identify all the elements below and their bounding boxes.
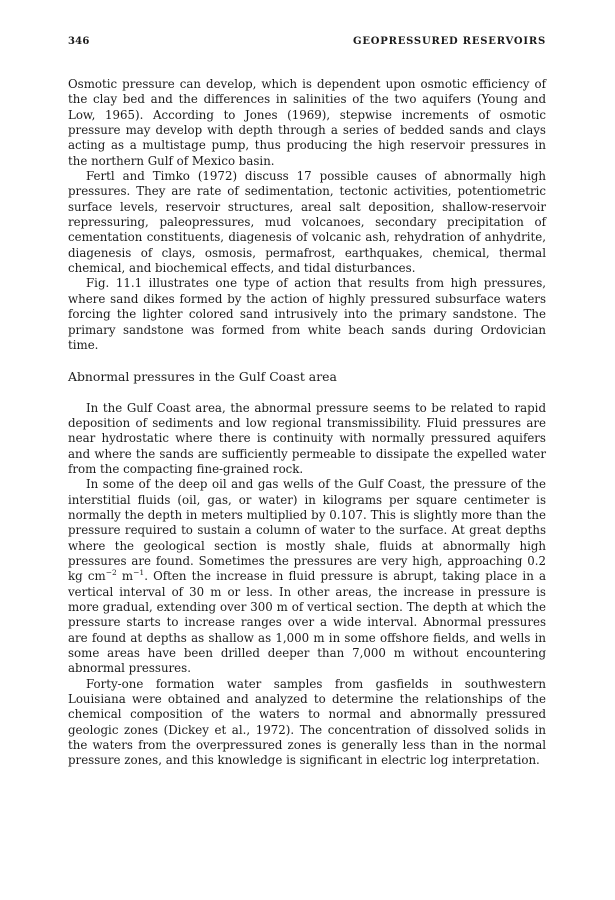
page-body [68,77,546,769]
paragraph-osmotic-pressure: Osmotic pressure can develop, which is dependent upon osmotic efficiency of the clay bed and the differences in salinities of the two aquifers (Young and Low, 1965). According to Jones (1969), stepwise increments of osmotic pressure may develop with depth through a series of bedded sands and clays acting as a multistage pump, thus producing the high reservoir pressures in the northern Gulf of Mexico basin. [68,77,546,168]
running-title: GEOPRESSURED RESERVOIRS [353,36,546,47]
unit-exponent-cm: −2 [105,568,117,578]
pressure-text-start: In some of the deep oil and gas wells of the Gulf Coast, the pressure of the interstitial fluids (oil, gas, or water) in kilograms per square centimeter is normally the depth in meters multiplied by 0.107. This is slightly more than the pressure required to sustain a column of water to the surface. At great depths where the geological section is mostly shale, fluids at abnormally high pressures are found. Sometimes the pressures are very high, approaching 0.2 kg cm [68,477,546,584]
paragraph-sand-dikes: Fig. 11.1 illustrates one type of action that results from high pressures, where sand dikes formed by the action of highly pressured subsurface waters forcing the lighter colored sand intrusively into the primary sandstone. The primary sandstone was formed from white beach sands during Ordovician time. [68,276,546,352]
unit-meter: m [116,569,134,584]
unit-exponent-m: −1 [133,568,145,578]
paragraph-louisiana-water-samples: Forty-one formation water samples from gasfields in southwestern Louisiana were obtained and analyzed to determine the relationships of the chemical composition of the waters to normal and abnormally pressured geologic zones (Dickey et al., 1972). The concentration of dissolved solids in the waters from the overpressured zones is generally less than in the normal pressure zones, and this knowledge is significant in electric log interpretation. [68,676,546,768]
pressure-text-end: . Often the increase in fluid pressure is abrupt, taking place in a vertical interval of 30 m or less. In other areas, the increase in pressure is more gradual, extending over 300 m of vertical section. The depth at which the pressure starts to increase ranges over a wide interval. Abnormal pressures are found at depths as shallow as 1,000 m in some offshore fields, and wells in some areas have been drilled deeper than 7,000 m without encountering abnormal pressures. [68,569,547,676]
page-header [68,36,546,52]
section-heading: Abnormal pressures in the Gulf Coast area [68,369,337,385]
paragraph-causes-of-pressure: Fertl and Timko (1972) discuss 17 possible causes of abnormally high pressures. They are rate of sedimentation, tectonic activities, potentiometric surface levels, reservoir structures, areal salt deposition, shallow-reservoir repressuring, paleopressures, mud volcanoes, secondary precipitation of cementation constituents, diagenesis of volcanic ash, rehydration of anhydrite, diagenesis of clays, osmosis, permafrost, earthquakes, chemical, thermal chemical, and biochemical effects, and tidal disturbances. [68,169,546,276]
page-number: 346 [68,36,90,47]
paragraph-interstitial-fluid-pressure [68,477,546,676]
paragraph-gulf-coast-abnormal-pressure: In the Gulf Coast area, the abnormal pressure seems to be related to rapid deposition of sediments and low regional transmissibility. Fluid pressures are near hydrostatic where there is continuity with normally pressured aquifers and where the sands are sufficiently permeable to dissipate the expelled water from the compacting fine-grained rock. [68,400,546,476]
